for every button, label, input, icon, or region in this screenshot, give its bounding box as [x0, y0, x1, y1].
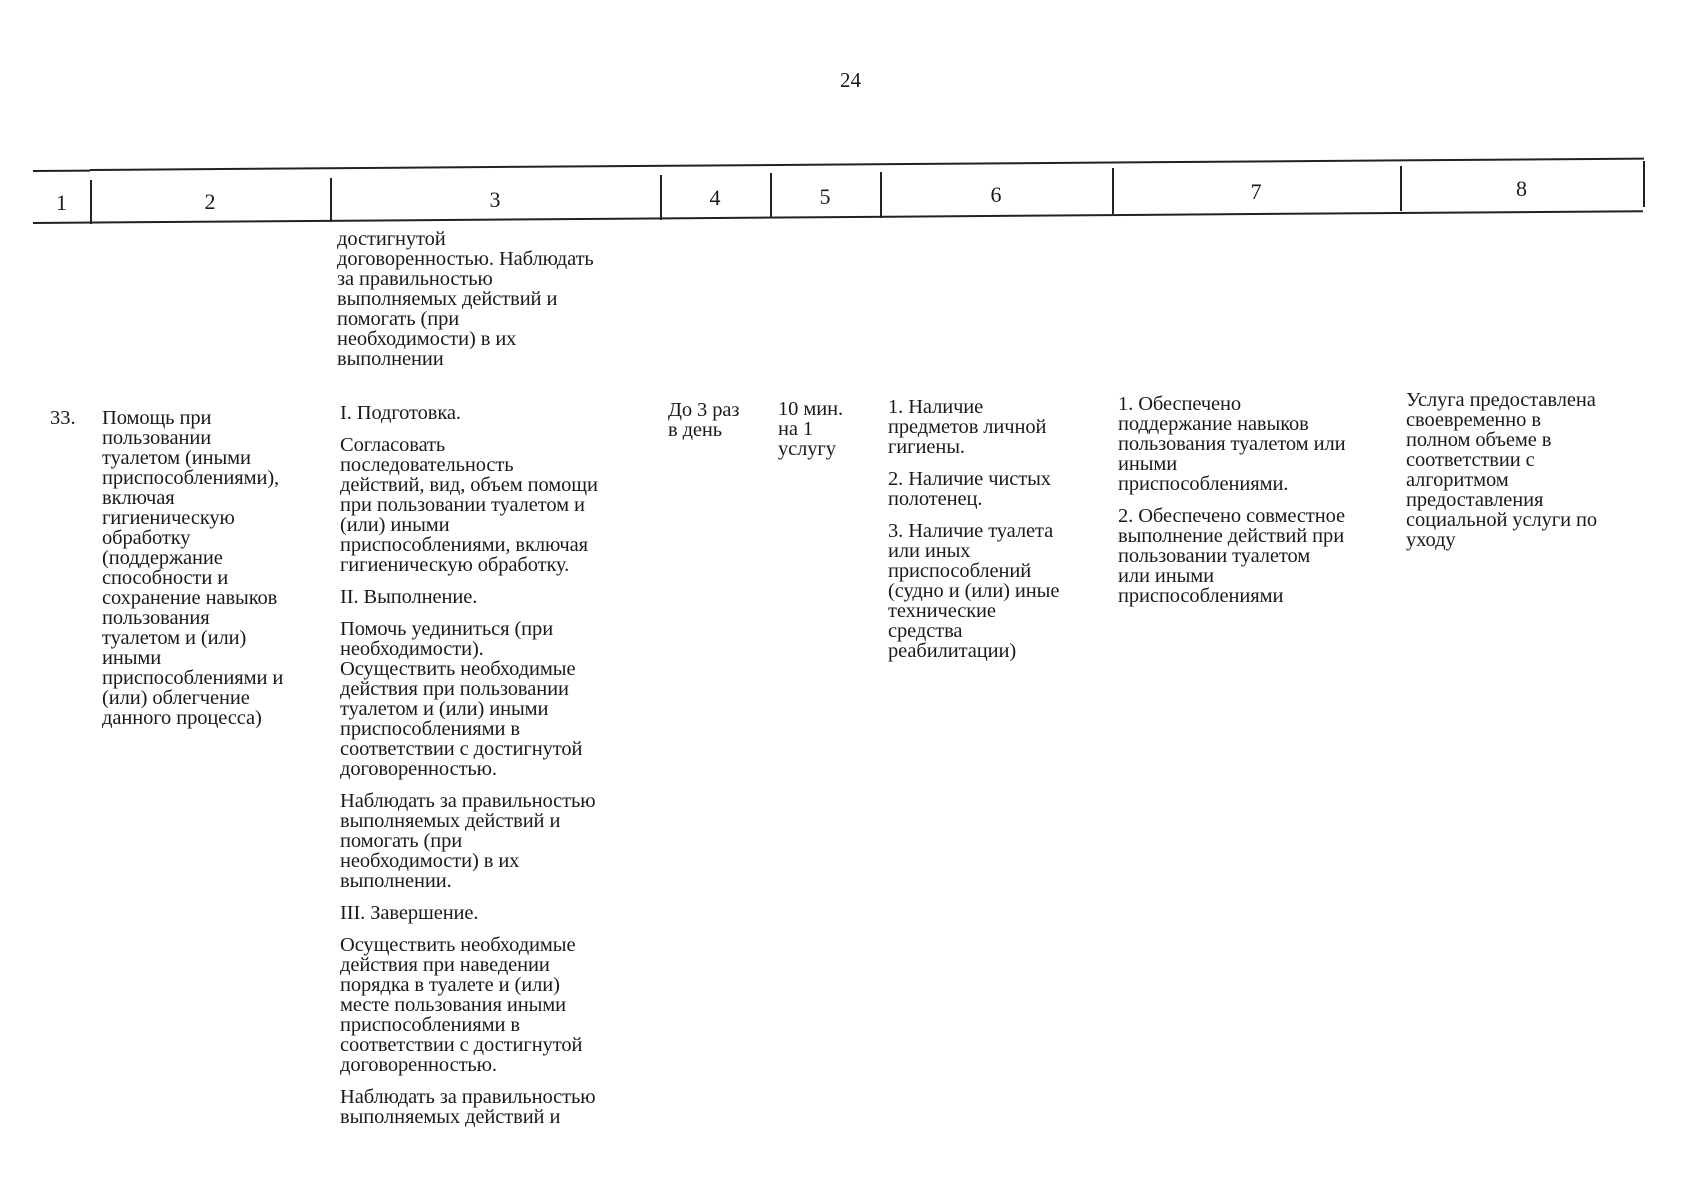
procedure-step-execution: II. Выполнение.: [340, 586, 478, 608]
service-duration: 10 мин. на 1 услугу: [778, 398, 843, 460]
header-col-2: 2: [204, 189, 216, 214]
procedure-paragraph: Помочь уединиться (при необходимости). Осуществить необходимые действия при пользовании туалетом и (или) иными приспособлениями в соответствии с достигнутой договоренностью.: [340, 618, 583, 780]
procedure-paragraph: Наблюдать за правильностью выполняемых действий и помогать (при необходимости) в их выполнении.: [340, 790, 596, 892]
service-name: Помощь при пользовании туалетом (иными приспособлениями), включая гигиеническую обработку (поддержание способности и сохранение навыков пользования туалетом и (или) иными приспособлениями и (или) облегчение данного процесса): [102, 407, 284, 729]
header-col-1: 1: [56, 190, 67, 215]
service-results: 1. Обеспечено поддержание навыков пользования туалетом или иными приспособлениями. 2. Обеспечено совместное выполнение действий при пользовании туалетом или иными приспособлениями: [1118, 393, 1346, 607]
page-number: 24: [840, 68, 861, 92]
procedure-paragraph: Осуществить необходимые действия при наведении порядка в туалете и (или) месте пользования иными приспособлениями в соответствии с достигнутой договоренностью.: [340, 934, 583, 1076]
service-frequency: До 3 раз в день: [668, 399, 740, 441]
header-col-7: 7: [1250, 179, 1262, 204]
continuation-text: достигнутой договоренностью. Наблюдать за правильностью выполняемых действий и помогать (при необходимости) в их выполнении: [337, 228, 594, 370]
procedure-paragraph: Наблюдать за правильностью выполняемых действий и: [340, 1086, 596, 1128]
header-col-4: 4: [709, 185, 721, 210]
header-col-5: 5: [819, 184, 831, 209]
header-col-6: 6: [990, 182, 1002, 207]
row-number: 33.: [50, 407, 76, 429]
header-col-8: 8: [1516, 176, 1527, 201]
procedure-step-completion: III. Завершение.: [340, 902, 479, 924]
header-col-3: 3: [489, 187, 501, 212]
service-procedure: [340, 403, 598, 1139]
service-evaluation: Услуга предоставлена своевременно в полном объеме в соответствии с алгоритмом предоставления социальной услуги по уходу: [1406, 389, 1598, 551]
service-conditions: 1. Наличие предметов личной гигиены. 2. Наличие чистых полотенец. 3. Наличие туалета или иных приспособлений (судно и (или) иные технические средства реабилитации): [888, 396, 1060, 662]
procedure-step-preparation: I. Подготовка.: [340, 402, 461, 424]
procedure-paragraph: Согласовать последовательность действий, вид, объем помощи при пользовании туалетом и (или) иными приспособлениями, включая гигиеническую обработку.: [340, 434, 598, 576]
